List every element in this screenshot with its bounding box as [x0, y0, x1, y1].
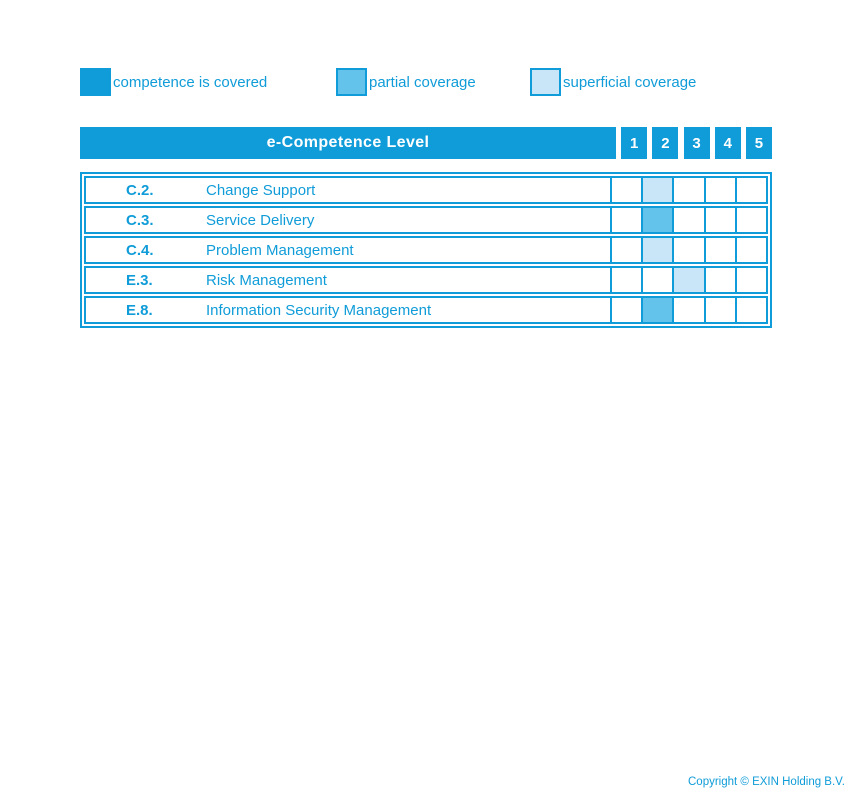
level-cell: [735, 268, 766, 292]
table-row: [84, 176, 768, 204]
legend-item-covered: [80, 68, 267, 96]
level-header-4: 4: [715, 127, 741, 159]
legend-label: competence is covered: [113, 73, 268, 91]
row-label: Information Security Management: [206, 301, 432, 319]
row-level-cells: [610, 208, 766, 232]
row-level-cells: [610, 298, 766, 322]
level-cell: [672, 208, 703, 232]
legend-item-partial: [336, 68, 476, 96]
level-header-5: 5: [746, 127, 772, 159]
row-level-cells: [610, 238, 766, 262]
legend-item-superficial: [530, 68, 696, 96]
level-cell: [610, 208, 641, 232]
row-code: C.3.: [126, 211, 154, 229]
row-label: Change Support: [206, 181, 316, 199]
level-cell: [735, 298, 766, 322]
row-level-cells: [610, 268, 766, 292]
competence-table: [80, 172, 772, 328]
header-title-cell: e-Competence Level: [80, 127, 616, 159]
copyright-notice: Copyright © EXIN Holding B.V.: [688, 776, 845, 788]
level-cell: [672, 298, 703, 322]
level-cell: [610, 178, 641, 202]
partial-swatch-icon: [336, 68, 367, 96]
level-cell: [610, 238, 641, 262]
level-cell: [735, 208, 766, 232]
level-cell: [641, 268, 672, 292]
level-cell: [672, 268, 703, 292]
level-header-1: 1: [621, 127, 647, 159]
level-cell: [641, 178, 672, 202]
level-cell: [641, 298, 672, 322]
level-cell: [641, 238, 672, 262]
level-cell: [704, 298, 735, 322]
level-cell: [704, 268, 735, 292]
level-cell: [610, 268, 641, 292]
row-code: E.3.: [126, 271, 153, 289]
legend-label: superficial coverage: [563, 73, 697, 91]
row-level-cells: [610, 178, 766, 202]
level-cell: [641, 208, 672, 232]
legend: [0, 68, 854, 96]
level-cell: [704, 208, 735, 232]
row-label: Service Delivery: [206, 211, 315, 229]
level-cell: [672, 178, 703, 202]
superficial-swatch-icon: [530, 68, 561, 96]
row-code: C.4.: [126, 241, 154, 259]
table-row: [84, 266, 768, 294]
row-label: Problem Management: [206, 241, 354, 259]
level-cell: [735, 178, 766, 202]
level-header-3: 3: [684, 127, 710, 159]
covered-swatch-icon: [80, 68, 111, 96]
table-row: [84, 236, 768, 264]
row-label: Risk Management: [206, 271, 327, 289]
level-cell: [704, 178, 735, 202]
row-code: E.8.: [126, 301, 153, 319]
level-cell: [704, 238, 735, 262]
level-cell: [735, 238, 766, 262]
level-cell: [672, 238, 703, 262]
level-cell: [610, 298, 641, 322]
table-header: [80, 127, 772, 159]
table-row: [84, 296, 768, 324]
legend-label: partial coverage: [369, 73, 476, 91]
row-code: C.2.: [126, 181, 154, 199]
level-header-2: 2: [652, 127, 678, 159]
table-row: [84, 206, 768, 234]
